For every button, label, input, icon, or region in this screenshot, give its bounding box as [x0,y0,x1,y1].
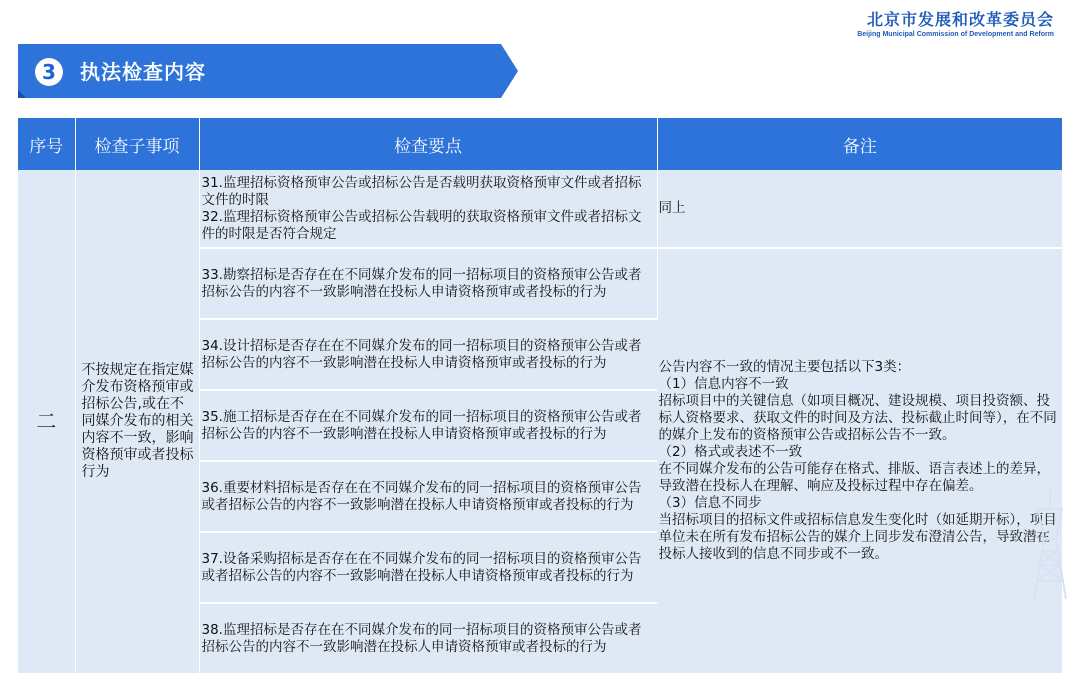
section-title: 执法检查内容 [80,60,206,84]
org-logo [857,10,1054,39]
point-cell: 36.重要材料招标是否存在在不同媒介发布的同一招标项目的资格预审公告或者招标公告的内容不一致影响潜在投标人申请资格预审或者投标的行为 [199,461,657,532]
point-cell: 38.监理招标是否存在在不同媒介发布的同一招标项目的资格预审公告或者招标公告的内容不一致影响潜在投标人申请资格预审或者投标的行为 [199,603,657,674]
section-number: 3 [35,58,63,86]
header-serial: 序号 [18,118,75,170]
point-cell: 33.勘察招标是否存在在不同媒介发布的同一招标项目的资格预审公告或者招标公告的内容不一致影响潜在投标人申请资格预审或者投标的行为 [199,248,657,319]
serial-cell: 二 [18,170,75,674]
header-points: 检查要点 [199,118,657,170]
note-text: 公告内容不一致的情况主要包括以下3类： （1）信息内容不一致 招标项目中的关键信息（如项目概况、建设规模、项目投资额、投标人资格要求、获取文件的时间及方法、投标截止时间等），在不同的媒介上发布的资格预审公告或招标公告不一致。 （2）格式或表述不一致 在不同媒介发布的公告可能存在格式、排版、语言表述上的差异，导致潜在投标人在理解、响应及投标过程中存在偏差。 （3）信息不同步 当招标项目的招标文件或招标信息发生变化时（如延期开标），项目单位未在所有发布招标公告的媒介上同步发布澄清公告，导致潜在投标人接收到的信息不同步或不一致。 [658,359,1057,562]
header-note: 备注 [657,118,1062,170]
header-sub-item: 检查子事项 [75,118,199,170]
org-name-cn: 北京市发展和改革委员会 [866,10,1054,29]
point-text: 31.监理招标资格预审公告或招标公告是否载明获取资格预审文件或者招标文件的时限 32.监理招标资格预审公告或招标公告载明的获取资格预审文件或者招标文件的时限是否符合规定 [201,174,642,242]
table-header-row [18,118,1062,170]
section-banner [18,44,518,98]
inspection-table-wrapper [18,118,1062,675]
tower-watermark-icon [1020,489,1080,599]
inspection-table [18,118,1062,675]
point-cell: 37.设备采购招标是否存在在不同媒介发布的同一招标项目的资格预审公告或者招标公告的内容不一致影响潜在投标人申请资格预审或者投标的行为 [199,532,657,603]
sub-item-cell: 不按规定在指定媒介发布资格预审或招标公告,或在不同媒介发布的相关内容不一致，影响资格预审或者投标行为 [75,170,199,674]
point-cell: 34.设计招标是否存在在不同媒介发布的同一招标项目的资格预审公告或者招标公告的内容不一致影响潜在投标人申请资格预审或者投标的行为 [199,319,657,390]
org-name-en: Beijing Municipal Commission of Development and Reform [857,31,1054,38]
note-cell: 同上 [657,170,1062,248]
table-row [18,170,1062,248]
point-cell [199,170,657,248]
note-cell [657,248,1062,674]
point-cell: 35.施工招标是否存在在不同媒介发布的同一招标项目的资格预审公告或者招标公告的内容不一致影响潜在投标人申请资格预审或者投标的行为 [199,390,657,461]
